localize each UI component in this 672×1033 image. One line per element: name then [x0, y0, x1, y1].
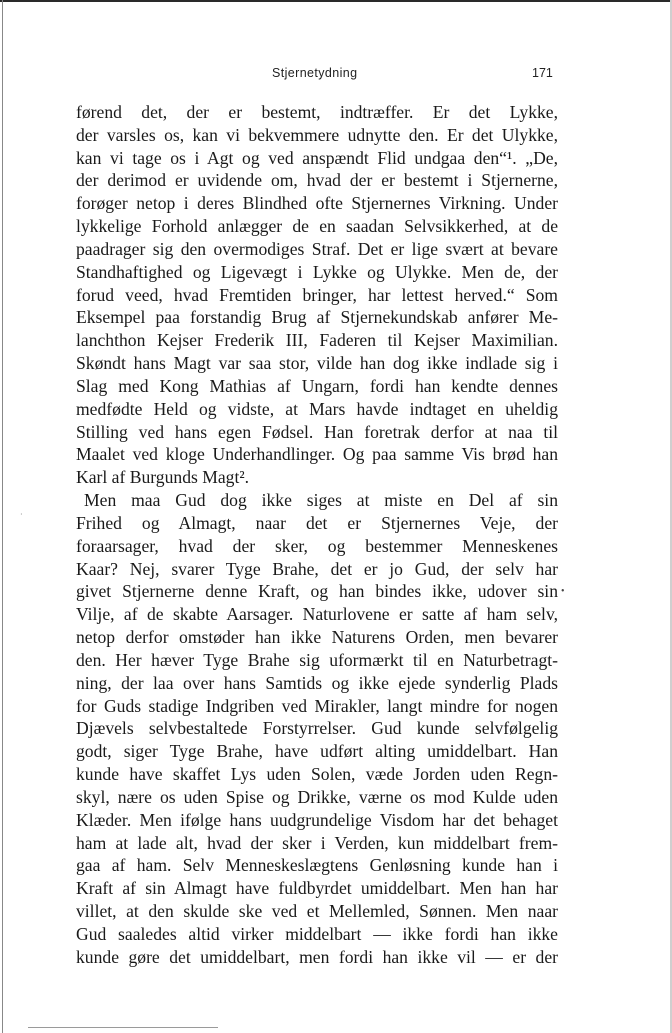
- text-line: skyl, nære os uden Spise og Drikke, værne os mod Kulde uden: [76, 786, 558, 807]
- text-line: forøger netop i deres Blindhed ofte Stjernernes Virkning. Under: [76, 193, 558, 214]
- body-text: [76, 101, 558, 968]
- text-line: gaa af ham. Selv Menneskeslægtens Genløsning kunde han i: [76, 855, 558, 876]
- text-line: paadrager sig den overmodiges Straf. Det er lige svært at bevare: [76, 238, 558, 259]
- margin-speck: ·: [20, 510, 23, 519]
- page-edge-top: [0, 0, 672, 2]
- text-line: givet Stjernerne denne Kraft, og han bindes ikke, udover sin: [76, 581, 558, 602]
- text-line: foraarsager, hvad der sker, og bestemmer Menneskenes: [76, 535, 558, 556]
- text-line: godt, siger Tyge Brahe, have udført alting umiddelbart. Han: [76, 741, 558, 762]
- text-line: medfødte Held og vidste, at Mars havde indtaget en uheldig: [76, 398, 558, 419]
- text-line: Skøndt hans Magt var saa stor, vilde han dog ikke indlade sig i: [76, 353, 558, 374]
- text-line: Djævels selvbestaltede Forstyrrelser. Gud kunde selvfølgelig: [76, 718, 558, 739]
- text-line: Kraft af sin Almagt have fuldbyrdet umiddelbart. Men han har: [76, 878, 558, 899]
- text-line: kan vi tage os i Agt og ved anspændt Flid undgaa den“¹. „De,: [76, 147, 558, 168]
- text-line: Maalet ved kloge Underhandlinger. Og paa samme Vis brød han: [76, 444, 558, 465]
- page-edge-left: [2, 0, 3, 1033]
- text-line: Stilling ved hans egen Fødsel. Han foretrak derfor at naa til: [76, 421, 558, 442]
- text-line: der varsles os, kan vi bekvemmere udnytte den. Er det Ulykke,: [76, 124, 558, 145]
- text-line: Frihed og Almagt, naar det er Stjernernes Veje, der: [76, 512, 558, 533]
- text-line: villet, at den skulde ske ved et Mellemled, Sønnen. Men naar: [76, 900, 558, 921]
- text-line: Kaar? Nej, svarer Tyge Brahe, det er jo Gud, der selv har: [76, 558, 558, 579]
- text-line: kunde have skaffet Lys uden Solen, væde Jorden uden Regn-: [76, 764, 558, 785]
- text-line: Standhaftighed og Ligevægt i Lykke og Ulykke. Men de, der: [76, 261, 558, 282]
- text-line: lanchthon Kejser Frederik III, Faderen til Kejser Maximilian.: [76, 330, 558, 351]
- text-line: der derimod er uvidende om, hvad der er bestemt i Stjernerne,: [76, 170, 558, 191]
- running-head: [0, 66, 672, 86]
- running-title: Stjernetydning: [272, 66, 358, 80]
- text-line: Men maa Gud dog ikke siges at miste en Del af sin: [84, 490, 558, 511]
- text-line: for Guds stadige Indgriben ved Mirakler, langt mindre for nogen: [76, 695, 558, 716]
- text-line: den. Her hæver Tyge Brahe sig uformærkt til en Naturbetragt-: [76, 649, 558, 670]
- margin-dot: •: [561, 586, 565, 597]
- text-line: ning, der laa over hans Samtids og ikke ejede synderlig Plads: [76, 672, 558, 693]
- text-line: Eksempel paa forstandig Brug af Stjernekundskab anfører Me-: [76, 307, 558, 328]
- text-line: forud veed, hvad Fremtiden bringer, har lettest herved.“ Som: [76, 284, 558, 305]
- text-line: Vilje, af de skabte Aarsager. Naturlovene er satte af ham selv,: [76, 604, 558, 625]
- text-line: Slag med Kong Mathias af Ungarn, fordi han kendte dennes: [76, 375, 558, 396]
- text-line: ham at lade alt, hvad der sker i Verden, kun middelbart frem-: [76, 832, 558, 853]
- page-number: 171: [532, 66, 553, 80]
- text-line: netop derfor omstøder han ikke Naturens Orden, men bevarer: [76, 627, 558, 648]
- text-line: Gud saaledes altid virker middelbart — ikke fordi han ikke: [76, 923, 558, 944]
- text-line: Karl af Burgunds Magt².: [76, 467, 250, 488]
- bottom-rule: [28, 1027, 218, 1028]
- text-line: lykkelige Forhold anlægger de en saadan Selvsikkerhed, at de: [76, 216, 558, 237]
- text-line: kunde gøre det umiddelbart, men fordi han ikke vil — er der: [76, 946, 558, 967]
- text-line: førend det, der er bestemt, indtræffer. Er det Lykke,: [76, 102, 558, 122]
- text-line: Klæder. Men ifølge hans uudgrundelige Visdom har det behaget: [76, 809, 558, 830]
